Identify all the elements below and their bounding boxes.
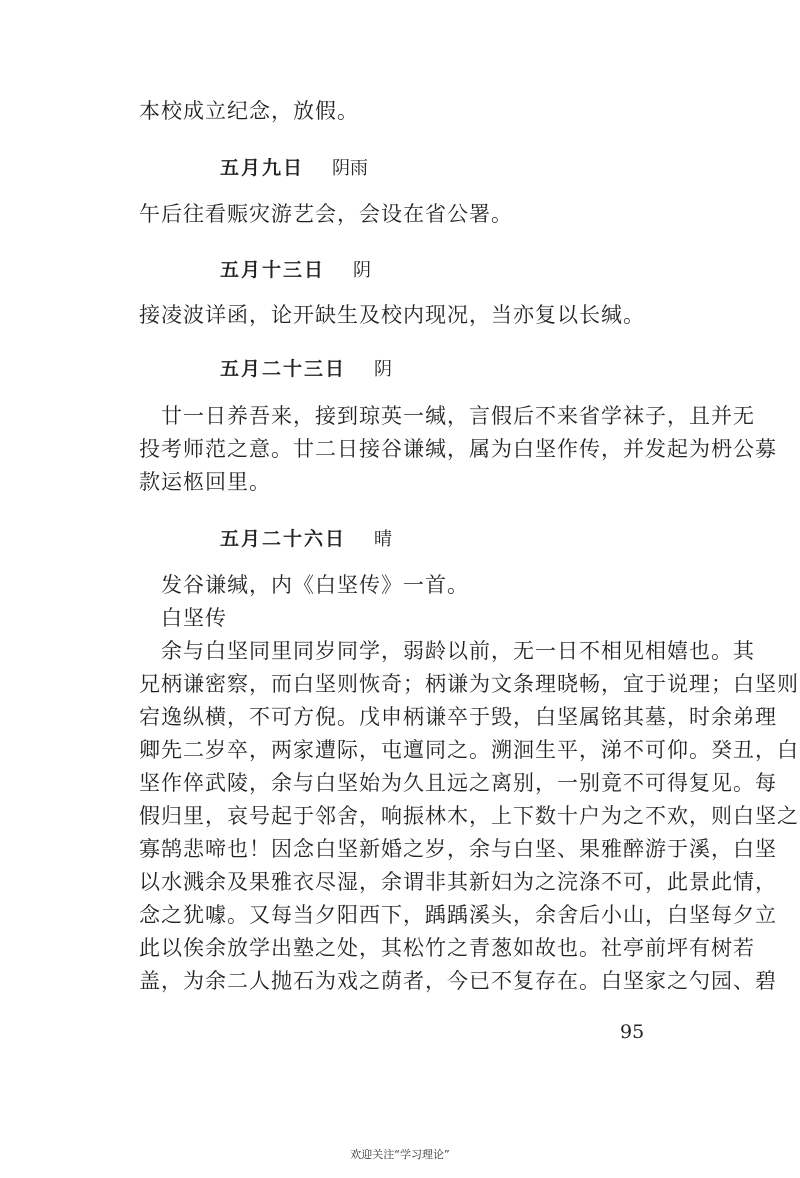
essay-line: 兄柄谦密察，而白坚则恢奇；柄谦为文条理晓畅，宜于说理；白坚则: [139, 672, 799, 696]
essay-line: 坚作倅武陵，余与白坚始为久且远之离别，一别竟不可得复见。每: [139, 771, 777, 795]
essay-line: 宕逸纵横，不可方倪。戊申柄谦卒于毁，白坚属铭其墓，时余弟理: [139, 705, 777, 729]
essay-line: 假归里，哀号起于邻舍，响振林木，上下数十户为之不欢，则白坚之: [139, 804, 799, 828]
entry-date: 五月二十六日: [220, 528, 347, 550]
entry-heading: [220, 354, 392, 385]
entry-date: 五月九日: [220, 157, 305, 179]
essay-line: 盖，为余二人抛石为戏之荫者，今已不复存在。白坚家之勺园、碧: [139, 969, 777, 993]
entry-text-line: 发谷谦缄，内《白坚传》一首。: [161, 573, 469, 597]
entry-text-line: 款运柩回里。: [139, 470, 271, 494]
entry-weather: 阴: [353, 260, 372, 281]
page-number: 95: [620, 1021, 645, 1043]
essay-line: 寡鹄悲啼也！因念白坚新婚之岁，余与白坚、果雅醉游于溪，白坚: [139, 837, 777, 861]
entry-text-line: 午后往看赈灾游艺会，会设在省公署。: [139, 202, 513, 226]
entry-weather: 阴: [374, 359, 393, 380]
opening-line: 本校成立纪念，放假。: [139, 99, 359, 123]
entry-text-line: 投考师范之意。廿二日接谷谦缄，属为白坚作传，并发起为枬公募: [139, 437, 777, 461]
footer-watermark: 欢迎关注“学习理论”: [350, 1148, 450, 1161]
entry-date: 五月十三日: [220, 259, 326, 281]
entry-heading: [220, 153, 368, 184]
essay-line: 余与白坚同里同岁同学，弱龄以前，无一日不相见相嬉也。其: [161, 639, 755, 663]
entry-weather: 晴: [374, 529, 393, 550]
entry-heading: [220, 255, 371, 286]
entry-text-line: 接凌波详函，论开缺生及校内现况，当亦复以长缄。: [139, 303, 645, 327]
entry-date: 五月二十三日: [220, 358, 347, 380]
essay-title: 白坚传: [161, 606, 227, 630]
entry-heading: [220, 524, 392, 555]
essay-line: 念之犹噱。又每当夕阳西下，踽踽溪头，余舍后小山，白坚每夕立: [139, 903, 777, 927]
essay-line: 卿先二岁卒，两家遭际，屯邅同之。溯洄生平，涕不可仰。癸丑，白: [139, 738, 799, 762]
entry-weather: 阴雨: [332, 158, 369, 179]
entry-text-line: 廿一日养吾来，接到琼英一缄，言假后不来省学袜子，且并无: [161, 404, 755, 428]
essay-line: 以水溅余及果雅衣尽湿，余谓非其新妇为之浣涤不可，此景此情，: [139, 870, 777, 894]
essay-line: 此以俟余放学出塾之处，其松竹之青葱如故也。社亭前坪有树若: [139, 936, 755, 960]
